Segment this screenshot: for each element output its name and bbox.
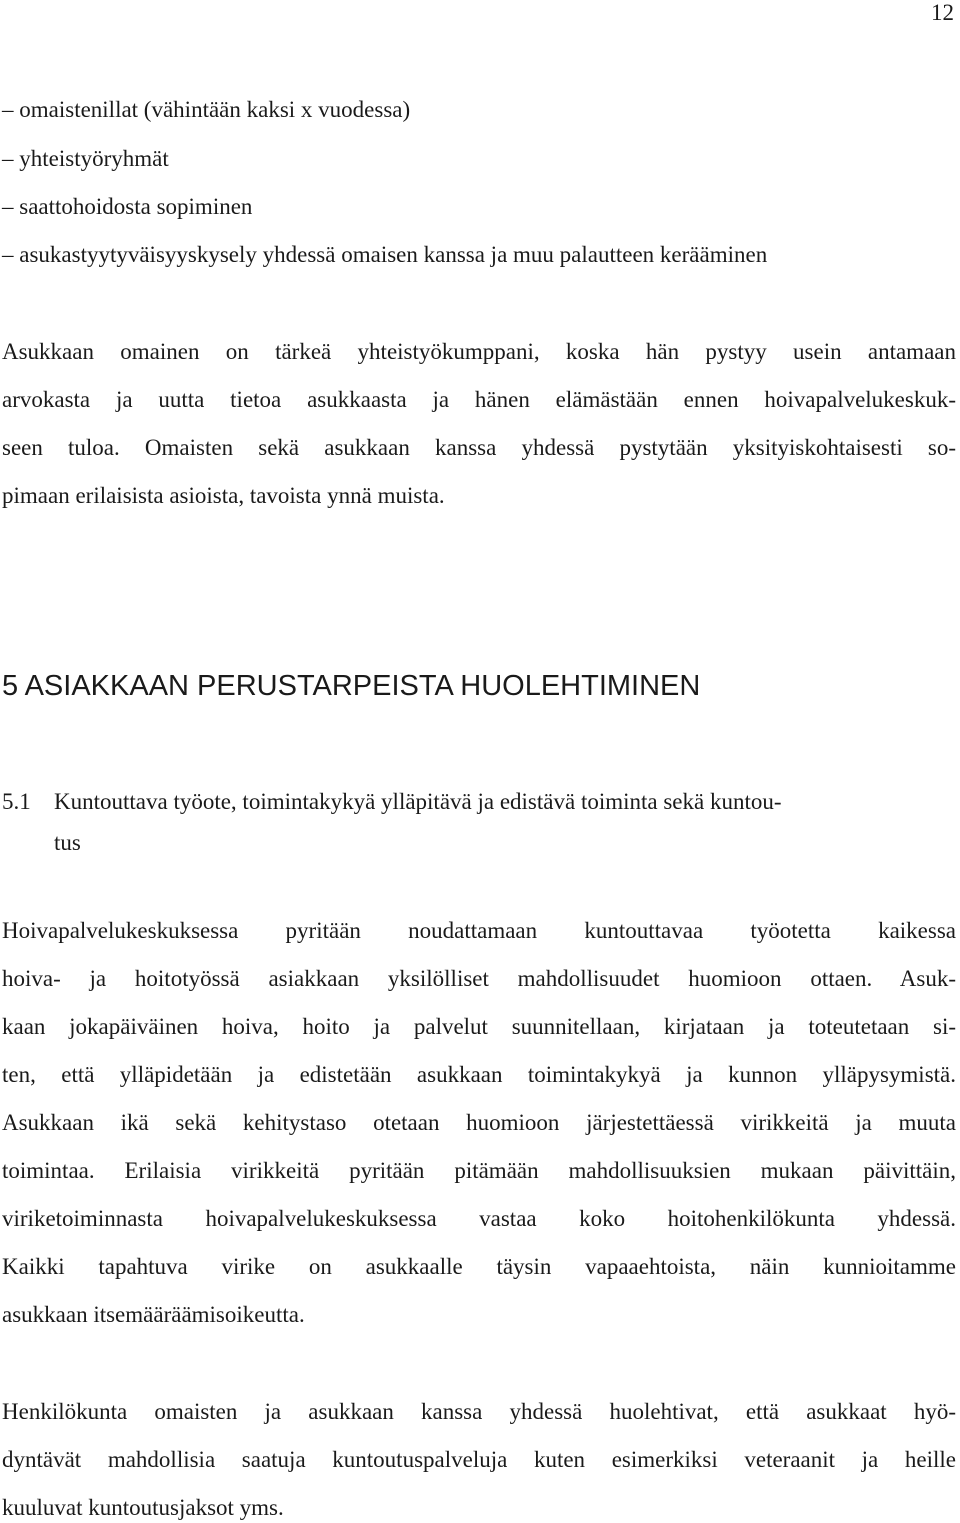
paragraph-line: Hoivapalvelukeskuksessa pyritään noudattamaan kuntouttavaa työotetta kaikessa	[2, 918, 956, 943]
paragraph-line: Kaikki tapahtuva virike on asukkaalle täysin vapaaehtoista, näin kunnioitamme	[2, 1254, 956, 1279]
paragraph-line: kaan jokapäiväinen hoiva, hoito ja palvelut suunnitellaan, kirjataan ja toteutetaan si-	[2, 1014, 956, 1039]
subsection-heading	[2, 788, 782, 816]
subsection-title: Kuntouttava työote, toimintakykyä ylläpitävä ja edistävä toiminta sekä kuntou-	[54, 789, 782, 814]
paragraph-line: dyntävät mahdollisia saatuja kuntoutuspalveluja kuten esimerkiksi veteraanit ja heille	[2, 1447, 956, 1472]
list-item: – saattohoidosta sopiminen	[2, 194, 253, 219]
paragraph-line: toimintaa. Erilaisia virikkeitä pyritään pitämään mahdollisuuksien mukaan päivittäin,	[2, 1158, 956, 1183]
paragraph-line: seen tuloa. Omaisten sekä asukkaan kanssa yhdessä pystytään yksityiskohtaisesti so-	[2, 435, 956, 460]
subsection-title-continued: tus	[54, 830, 81, 855]
list-item: – asukastyytyväisyyskysely yhdessä omaisen kanssa ja muu palautteen kerääminen	[2, 242, 768, 267]
paragraph-line: hoiva- ja hoitotyössä asiakkaan yksilölliset mahdollisuudet huomioon ottaen. Asuk-	[2, 966, 956, 991]
paragraph-line: ten, että ylläpidetään ja edistetään asukkaan toimintakykyä ja kunnon ylläpysymistä.	[2, 1062, 956, 1087]
list-item: – yhteistyöryhmät	[2, 146, 169, 171]
paragraph-line: viriketoiminnasta hoivapalvelukeskuksessa vastaa koko hoitohenkilökunta yhdessä.	[2, 1206, 956, 1231]
paragraph-line: Henkilökunta omaisten ja asukkaan kanssa yhdessä huolehtivat, että asukkaat hyö-	[2, 1399, 956, 1424]
subsection-number: 5.1	[2, 789, 31, 814]
paragraph-line: kuuluvat kuntoutusjaksot yms.	[2, 1495, 284, 1520]
paragraph-line: asukkaan itsemääräämisoikeutta.	[2, 1302, 305, 1327]
paragraph-line: arvokasta ja uutta tietoa asukkaasta ja hänen elämästään ennen hoivapalvelukeskuk-	[2, 387, 956, 412]
section-heading: 5 ASIAKKAAN PERUSTARPEISTA HUOLEHTIMINEN	[2, 670, 701, 702]
paragraph-line: Asukkaan omainen on tärkeä yhteistyökumppani, koska hän pystyy usein antamaan	[2, 339, 956, 364]
paragraph-line: pimaan erilaisista asioista, tavoista ynnä muista.	[2, 483, 445, 508]
page-number: 12	[931, 0, 954, 25]
paragraph-line: Asukkaan ikä sekä kehitystaso otetaan huomioon järjestettäessä virikkeitä ja muuta	[2, 1110, 956, 1135]
list-item: – omaistenillat (vähintään kaksi x vuodessa)	[2, 97, 411, 122]
